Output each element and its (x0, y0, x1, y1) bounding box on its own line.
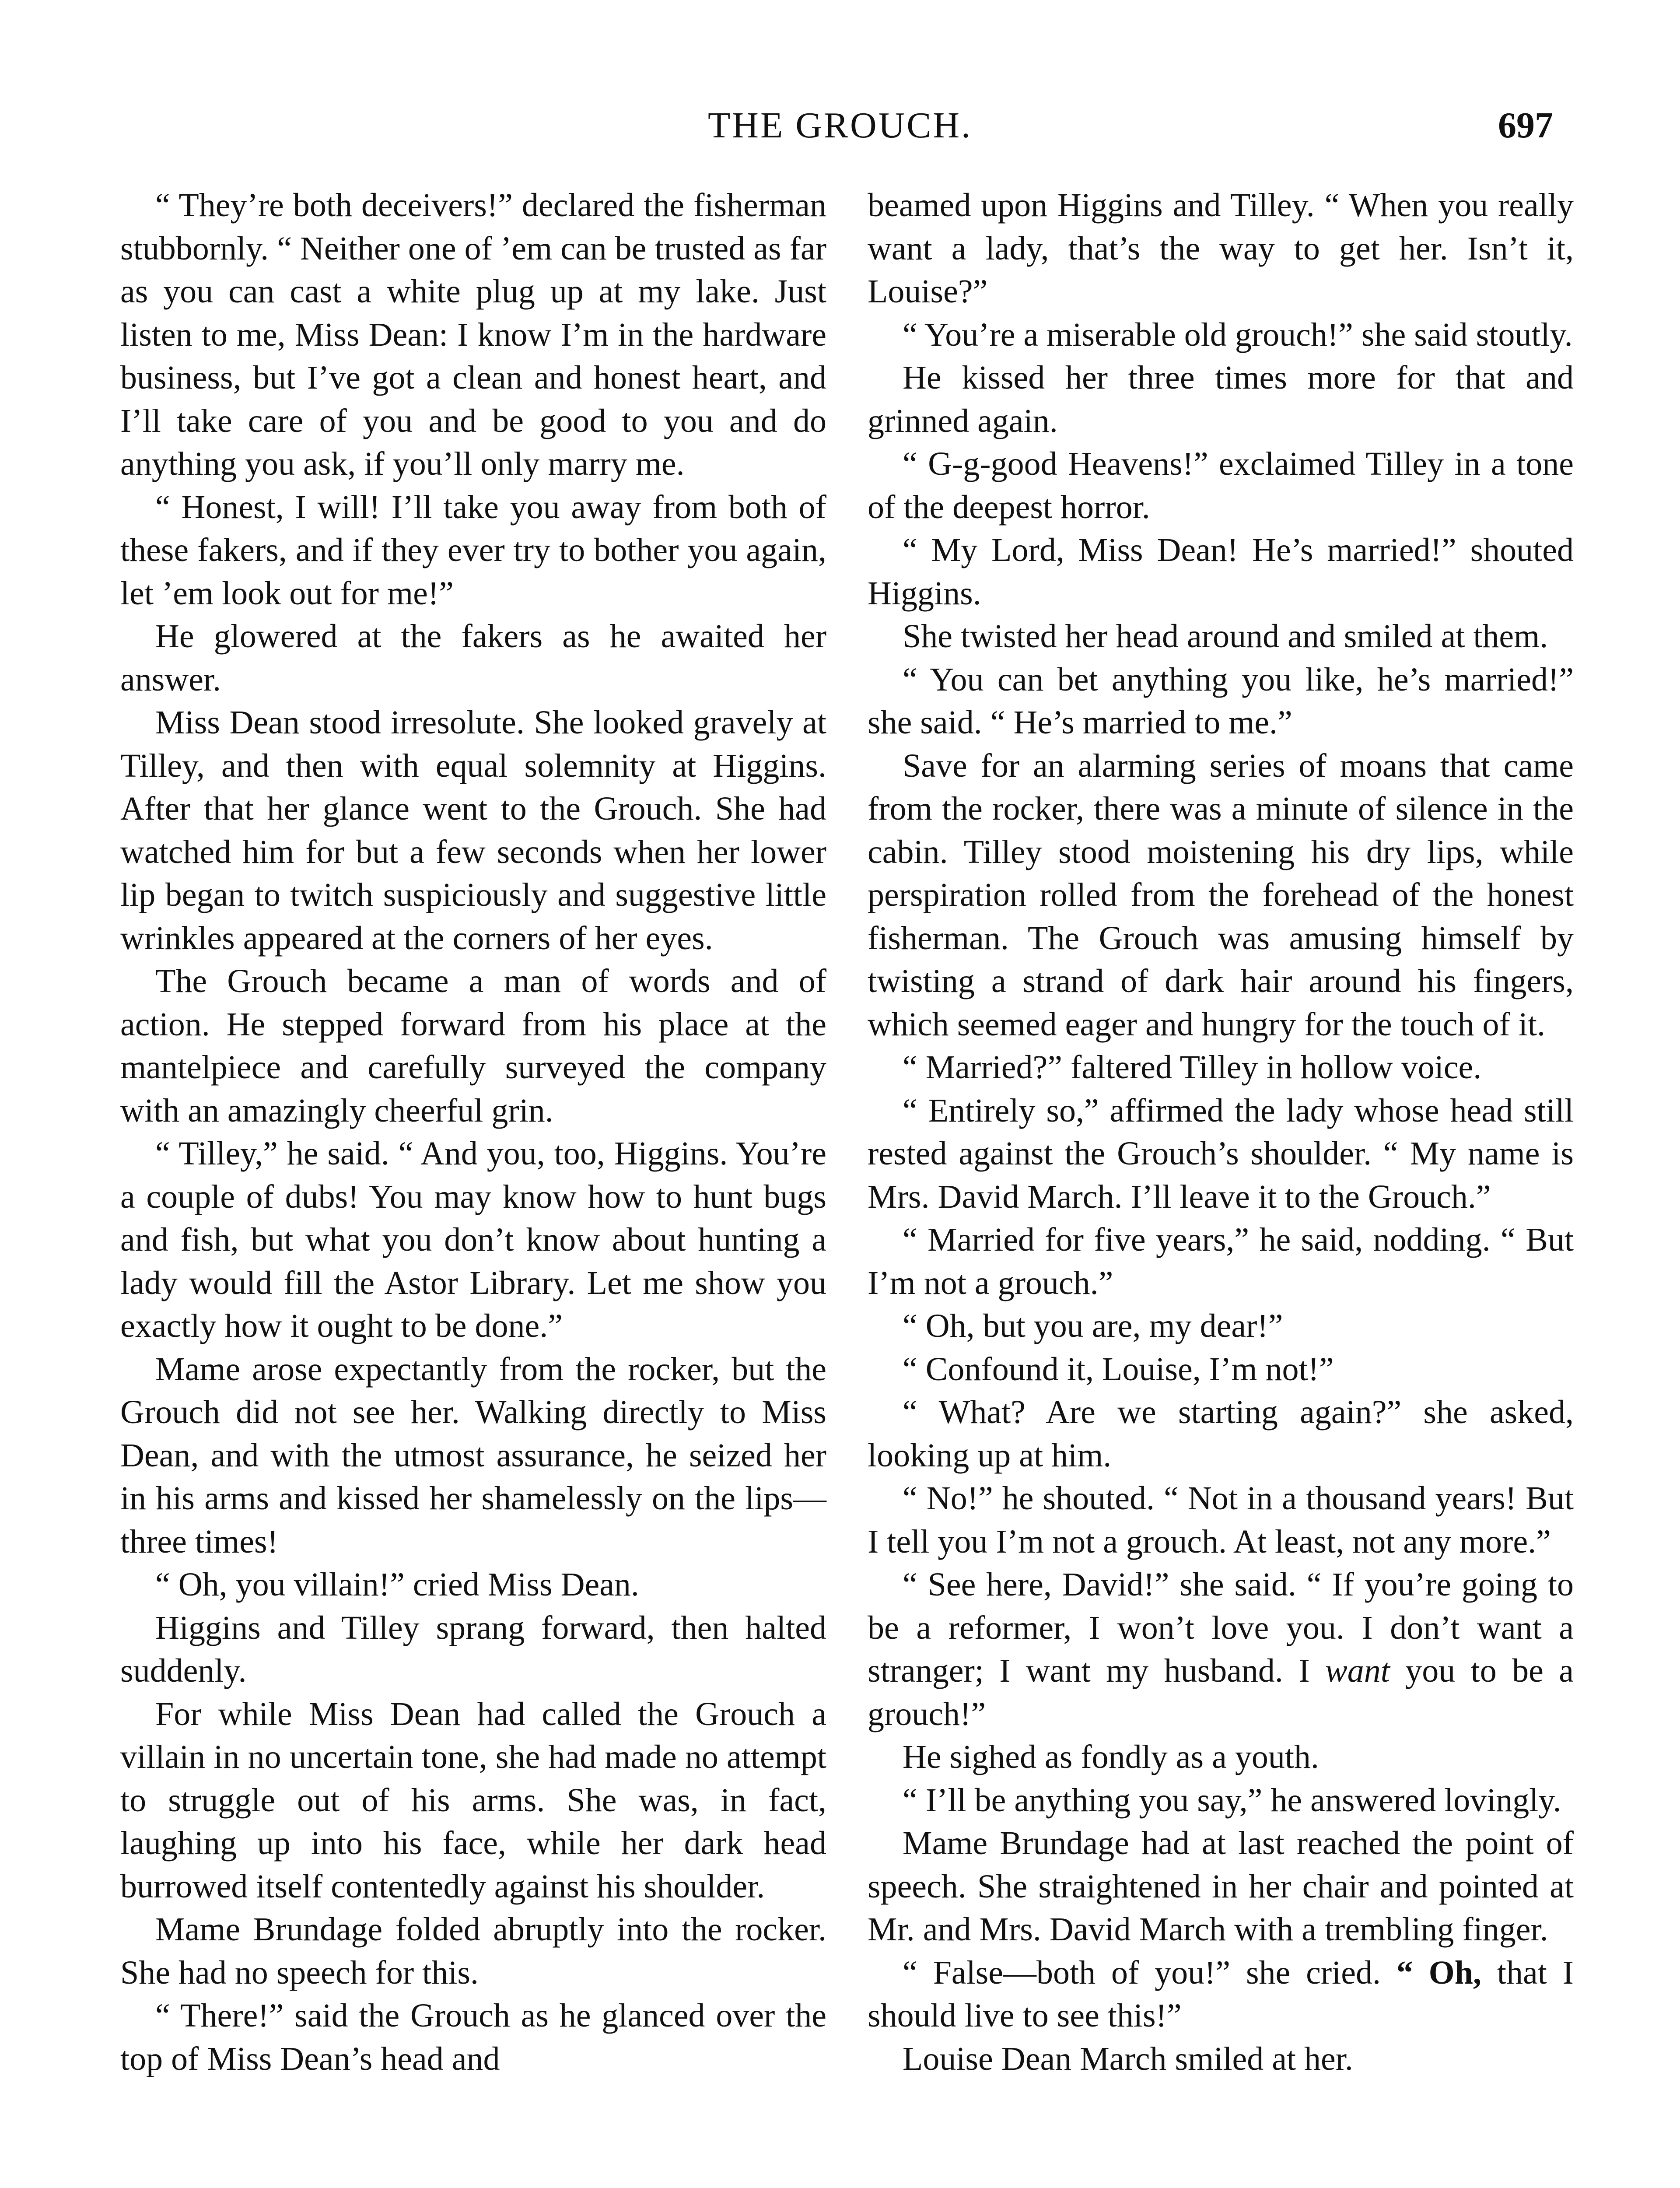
bold-run: “ Oh, (1396, 1954, 1482, 1991)
paragraph: For while Miss Dean had called the Grouch a villain in no uncertain tone, she had made no attempt to struggle out of his arms. She was, in fact, laughing up into his face, while her dark head burrowed itself contentedly against his shoulder. (120, 1695, 826, 1905)
paragraph: “ You can bet anything you like, he’s married!” she said. “ He’s married to me.” (868, 661, 1574, 741)
paragraph: “ You’re a miserable old grouch!” she said stoutly. (903, 316, 1573, 353)
paragraph: Mame arose expectantly from the rocker, but the Grouch did not see her. Walking directly to Miss Dean, and with the utmost assurance, he seized her in his arms and kissed her shamelessly on the lips—three times! (120, 1350, 826, 1560)
paragraph-continued: beamed upon Higgins and Tilley. “ When you really want a lady, that’s the way to get her. Isn’t it, Louise?” (868, 187, 1574, 310)
paragraph: She twisted her head around and smiled at them. (903, 618, 1548, 655)
paragraph: “ My Lord, Miss Dean! He’s married!” shouted Higgins. (868, 532, 1574, 612)
paragraph: “ G-g-good Heavens!” exclaimed Tilley in a tone of the deepest horror. (868, 445, 1574, 526)
paragraph: “ Confound it, Louise, I’m not!” (903, 1350, 1334, 1388)
paragraph: “ There!” said the Grouch as he glanced over the top of Miss Dean’s head and (120, 1997, 826, 2077)
paragraph: “ Oh, you villain!” cried Miss Dean. (155, 1566, 639, 1603)
paragraph: He kissed her three times more for that and grinned again. (868, 359, 1574, 439)
paragraph (868, 1563, 1574, 1736)
text-run: “ False—both of you!” she cried. (903, 1954, 1396, 1991)
paragraph: “ Tilley,” he said. “ And you, too, Higgins. You’re a couple of dubs! You may know how to hunt bugs and fish, but what you don’t know about hunting a lady would fill the Astor Library. Let me show you exactly how it ought to be done.” (120, 1135, 826, 1344)
running-title: THE GROUCH. (708, 105, 972, 146)
paragraph: He sighed as fondly as a youth. (903, 1739, 1319, 1775)
paragraph: “ No!” he shouted. “ Not in a thousand years! But I tell you I’m not a grouch. At least, not any more.” (868, 1480, 1574, 1560)
paragraph: He glowered at the fakers as he awaited her answer. (120, 618, 826, 698)
text-run: you to be a grouch!” (868, 1652, 1574, 1732)
text-run: that I should live to see this!” (868, 1954, 1574, 2034)
paragraph: “ Honest, I will! I’ll take you away from both of these fakers, and if they ever try to bother you again, let ’em look out for me!” (120, 488, 826, 612)
paragraph: “ I’ll be anything you say,” he answered lovingly. (903, 1781, 1561, 1819)
paragraph: “ Oh, but you are, my dear!” (903, 1308, 1283, 1344)
paragraph: “ Married?” faltered Tilley in hollow voice. (903, 1049, 1482, 1086)
paragraph: Higgins and Tilley sprang forward, then halted suddenly. (120, 1609, 826, 1689)
page-number: 697 (1498, 105, 1553, 146)
paragraph: “ Entirely so,” affirmed the lady whose head still rested against the Grouch’s shoulder. “ My name is Mrs. David March. I’ll leave it to the Grouch.” (868, 1092, 1574, 1215)
paragraph: Louise Dean March smiled at her. (903, 2040, 1353, 2077)
paragraph: “ Married for five years,” he said, nodding. “ But I’m not a grouch.” (868, 1221, 1574, 1301)
paragraph: “ They’re both deceivers!” declared the fisherman stubbornly. “ Neither one of ’em can be trusted as far as you can cast a white plug up at my lake. Just listen to me, Miss Dean: I know I’m in the hardware business, but I’ve got a clean and honest heart, and I’ll take care of you and be good to you and do anything you ask, if you’ll only marry me. (120, 187, 826, 482)
paragraph: Mame Brundage had at last reached the point of speech. She straightened in her chair and pointed at Mr. and Mrs. David March with a trembling finger. (868, 1825, 1574, 1948)
paragraph (868, 1951, 1574, 2037)
paragraph: “ What? Are we starting again?” she asked, looking up at him. (868, 1394, 1574, 1474)
paragraph: The Grouch became a man of words and of action. He stepped forward from his place at the mantelpiece and carefully surveyed the company with an amazingly cheerful grin. (120, 963, 826, 1129)
text-run: “ See here, David!” she said. “ If you’re going to be a reformer, I won’t love you. I don’t want a stranger; I want my husband. I (868, 1566, 1574, 1689)
paragraph: Save for an alarming series of moans that came from the rocker, there was a minute of silence in the cabin. Tilley stood moistening his dry lips, while perspiration rolled from the forehead of the honest fisherman. The Grouch was amusing himself by twisting a strand of dark hair around his fingers, which seemed eager and hungry for the touch of it. (868, 747, 1574, 1043)
running-head (0, 102, 1680, 150)
right-column (868, 184, 1574, 2080)
emphasis-word: want (1325, 1652, 1390, 1689)
paragraph: Miss Dean stood irresolute. She looked gravely at Tilley, and then with equal solemnity at Higgins. After that her glance went to the Grouch. She had watched him for but a few seconds when her lower lip began to twitch suspiciously and suggestive little wrinkles appeared at the corners of her eyes. (120, 704, 826, 957)
paragraph: Mame Brundage folded abruptly into the rocker. She had no speech for this. (120, 1911, 826, 1991)
left-column (120, 184, 826, 2080)
